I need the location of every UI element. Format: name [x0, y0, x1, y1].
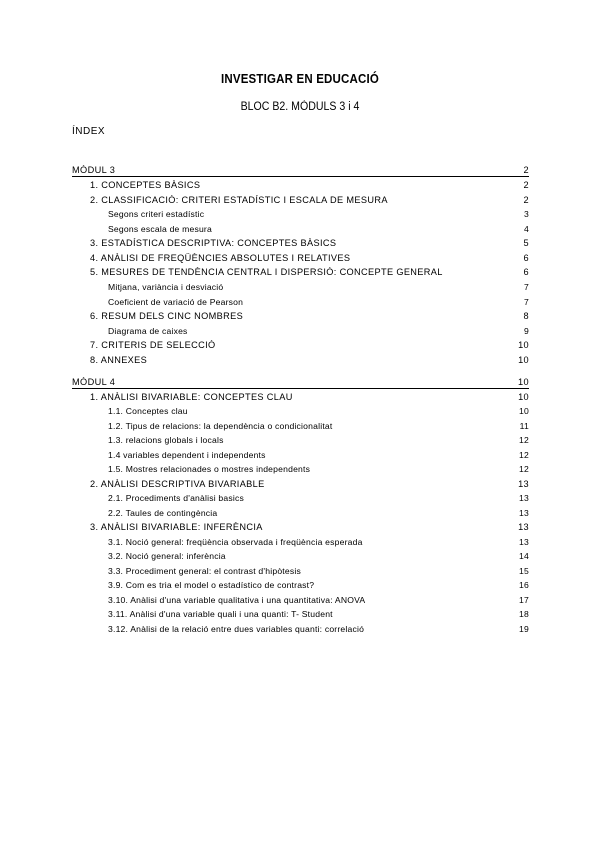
toc-entry-label: 3. ANÀLISI BIVARIABLE: INFERÈNCIA [90, 522, 263, 532]
toc-subentry[interactable] [108, 623, 529, 635]
toc-entry-label: 1.1. Conceptes clau [108, 406, 188, 416]
toc-entry-page: 13 [519, 537, 529, 547]
toc-entry-label: MÒDUL 3 [72, 165, 116, 175]
toc-entry-label: 1. ANÀLISI BIVARIABLE: CONCEPTES CLAU [90, 392, 293, 402]
toc-entry[interactable] [90, 252, 529, 264]
toc-entry-label: 1.5. Mostres relacionades o mostres independents [108, 464, 311, 474]
toc-subentry[interactable] [108, 296, 529, 308]
toc-entry-page: 4 [524, 224, 529, 234]
toc-entry-page: 13 [519, 493, 529, 503]
toc-entry[interactable] [90, 478, 529, 490]
toc-subentry[interactable] [108, 325, 529, 337]
toc-entry-page: 6 [523, 267, 529, 277]
toc-entry[interactable] [90, 391, 529, 403]
toc-entry[interactable] [90, 339, 529, 351]
toc-entry-page: 2 [523, 165, 529, 175]
toc-subentry[interactable] [108, 434, 529, 446]
toc-entry[interactable] [90, 521, 529, 533]
toc-entry-label: 3. ESTADÍSTICA DESCRIPTIVA: CONCEPTES BÀSICS [90, 238, 337, 248]
toc-entry[interactable] [90, 179, 529, 191]
toc-entry-page: 9 [524, 326, 529, 336]
toc-entry-label: 1.2. Tipus de relacions: la dependència o condicionalitat [108, 421, 333, 431]
toc-subentry[interactable] [108, 281, 529, 293]
toc-subentry[interactable] [108, 420, 529, 432]
toc-module-heading[interactable] [72, 164, 529, 177]
toc-entry-page: 17 [519, 595, 529, 605]
toc-entry-label: 3.11. Anàlisi d'una variable quali i una quanti: T- Student [108, 609, 333, 619]
toc-entry-page: 10 [517, 377, 529, 387]
toc-entry-label: 7. CRITERIS DE SELECCIÓ [90, 340, 216, 350]
toc-entry-label: 3.1. Noció general: freqüència observada i freqüència esperada [108, 537, 363, 547]
toc-entry-page: 7 [524, 297, 529, 307]
toc-subentry[interactable] [108, 223, 529, 235]
toc-entry-label: 3.10. Anàlisi d'una variable qualitativa i una quantitativa: ANOVA [108, 595, 366, 605]
toc-entry-page: 10 [518, 392, 529, 402]
toc-entry[interactable] [90, 266, 529, 278]
toc-entry-label: 3.9. Com es tria el model o estadístico de contrast? [108, 580, 315, 590]
toc-entry-label: 2.2. Taules de contingència [108, 508, 218, 518]
toc-entry-label: 2.1. Procediments d'anàlisi basics [108, 493, 244, 503]
toc-subentry[interactable] [108, 594, 529, 606]
toc-entry-page: 19 [519, 624, 529, 634]
toc-entry-page: 18 [519, 609, 529, 619]
toc-entry-page: 10 [518, 355, 529, 365]
toc-subentry[interactable] [108, 565, 529, 577]
toc-entry-label: 4. ANÀLISI DE FREQÜÈNCIES ABSOLUTES I RELATIVES [90, 253, 351, 263]
toc-entry-page: 2 [523, 180, 529, 190]
toc-module-heading[interactable] [72, 376, 529, 389]
toc-subentry[interactable] [108, 405, 529, 417]
toc-subentry[interactable] [108, 579, 529, 591]
toc-entry-page: 13 [519, 508, 529, 518]
index-heading: ÍNDEX [72, 126, 106, 137]
toc-subentry[interactable] [108, 463, 529, 475]
toc-subentry[interactable] [108, 449, 529, 461]
toc-entry-page: 5 [523, 238, 529, 248]
toc-entry-label: 5. MESURES DE TENDÈNCIA CENTRAL I DISPERSIÓ: CONCEPTE GENERAL [90, 267, 443, 277]
toc-entry-page: 11 [519, 421, 529, 431]
toc-entry-page: 14 [519, 551, 529, 561]
toc-entry-page: 10 [519, 406, 529, 416]
toc-subentry[interactable] [108, 492, 529, 504]
toc-entry-label: 2. CLASSIFICACIÓ: CRITERI ESTADÍSTIC I ESCALA DE MESURA [90, 195, 388, 205]
toc-entry-page: 13 [518, 479, 529, 489]
toc-entry[interactable] [90, 237, 529, 249]
toc-entry-label: Mitjana, variància i desviació [108, 282, 224, 292]
toc-entry-label: 1.4 variables dependent i independents [108, 450, 266, 460]
document-subtitle: BLOC B2. MÒDULS 3 i 4 [240, 101, 360, 113]
toc-entry-page: 2 [523, 195, 529, 205]
toc-subentry[interactable] [108, 507, 529, 519]
toc-entry[interactable] [90, 354, 529, 366]
toc-entry-label: 3.12. Anàlisi de la relació entre dues variables quanti: correlació [108, 624, 365, 634]
toc-entry-label: 2. ANÀLISI DESCRIPTIVA BIVARIABLE [90, 479, 265, 489]
toc-subentry[interactable] [108, 208, 529, 220]
toc-entry-page: 8 [523, 311, 529, 321]
toc-subentry[interactable] [108, 536, 529, 548]
toc-entry-label: 6. RESUM DELS CINC NOMBRES [90, 311, 244, 321]
toc-entry-page: 15 [519, 566, 529, 576]
toc-entry-label: Diagrama de caixes [108, 326, 188, 336]
document-title: INVESTIGAR EN EDUCACIÓ [220, 72, 380, 86]
toc-entry-label: 8. ANNEXES [90, 355, 148, 365]
toc-entry-page: 13 [518, 522, 529, 532]
toc-entry-page: 6 [523, 253, 529, 263]
toc-entry-page: 10 [518, 340, 529, 350]
toc-entry-label: Coeficient de variació de Pearson [108, 297, 244, 307]
toc-entry[interactable] [90, 310, 529, 322]
toc-entry-label: 1.3. relacions globals i locals [108, 435, 224, 445]
toc-subentry[interactable] [108, 608, 529, 620]
toc-entry-page: 3 [524, 209, 529, 219]
toc-entry-label: 3.3. Procediment general: el contrast d'hipòtesis [108, 566, 301, 576]
toc-entry-page: 12 [519, 435, 529, 445]
toc-entry-label: Segons criteri estadístic [108, 209, 205, 219]
toc-entry-page: 7 [524, 282, 529, 292]
toc-entry-page: 12 [519, 450, 529, 460]
toc-entry[interactable] [90, 194, 529, 206]
toc-entry-page: 16 [519, 580, 529, 590]
toc-entry-label: Segons escala de mesura [108, 224, 212, 234]
toc-entry-label: 1. CONCEPTES BÀSICS [90, 180, 201, 190]
toc-entry-label: 3.2. Noció general: inferència [108, 551, 226, 561]
toc-entry-page: 12 [519, 464, 529, 474]
toc-entry-label: MÒDUL 4 [72, 377, 116, 387]
toc-subentry[interactable] [108, 550, 529, 562]
